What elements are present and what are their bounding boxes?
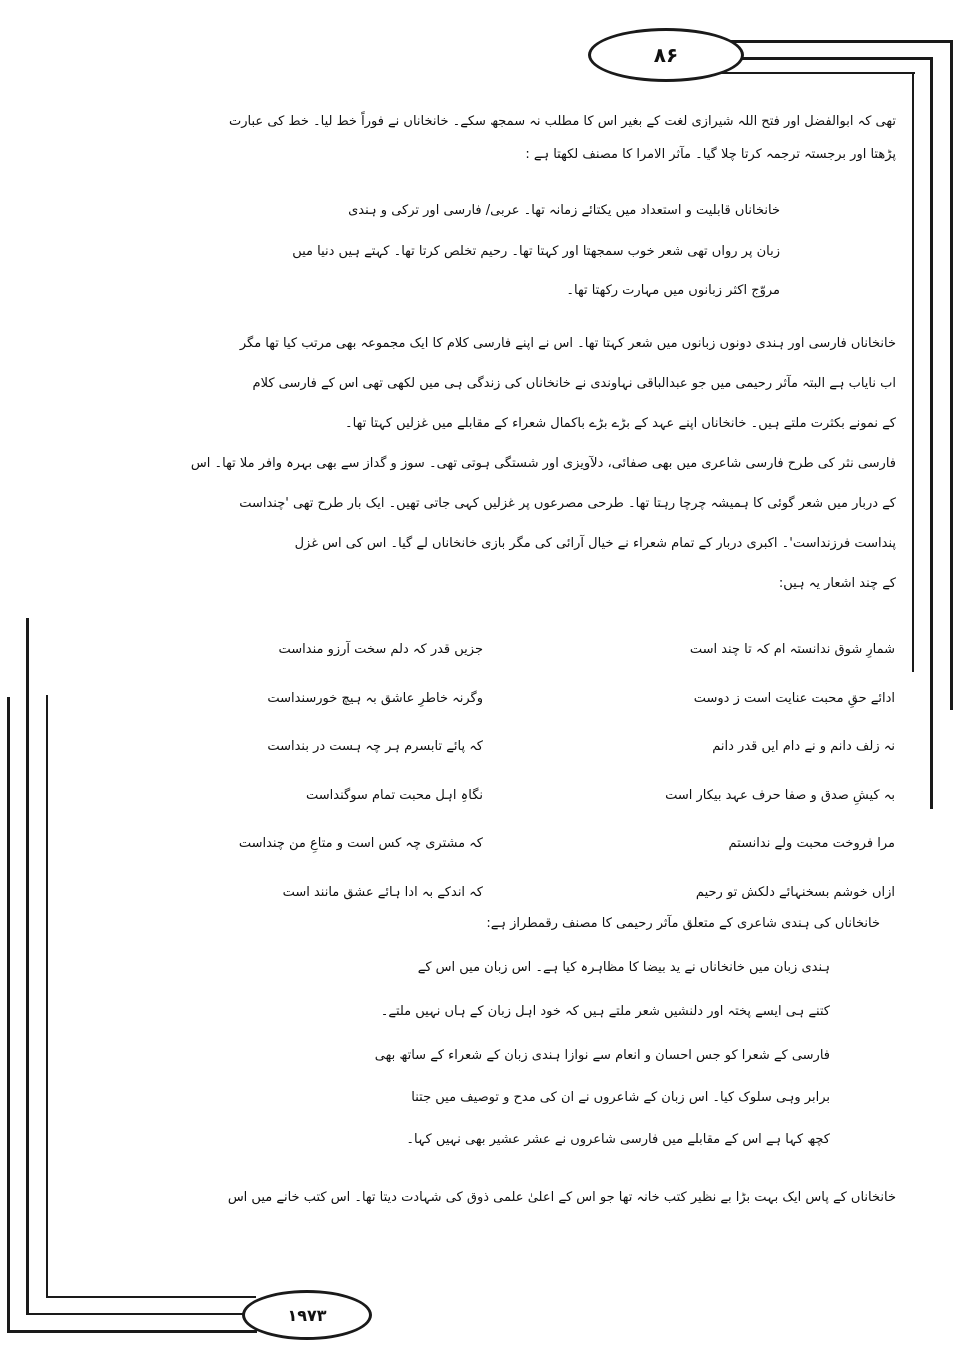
frame-line-middle-left (26, 618, 29, 1315)
text-line: خانخاناں فارسی اور ہندی دونوں زبانوں میں شعر کہتا تھا۔ اس نے اپنے فارسی کلام کا ایک مجموعہ بھی مرتب کیا تھا مگر (239, 336, 896, 351)
text-line: کے چند اشعار یہ ہیں: (778, 576, 896, 591)
verse-first-hemistich: ازاں خوشم بسخنہائے دلکش تو رحیم (695, 884, 895, 900)
text-line: پنداست فرزنداست'۔ اکبری دربار کے تمام شعراء نے خیال آرائی کی مگر بازی خانخاناں لے گیا۔ اس کی اس غزل (294, 536, 896, 551)
verse-first-hemistich: ادائے حقِ محبت عنایت است ز دوست (693, 690, 895, 706)
paragraph-4 (60, 1188, 896, 1207)
frame-line-outer-bottom (7, 1330, 257, 1333)
quote-line: زبان پر رواں تھی شعر خوب سمجھتا اور کہتا تھا۔ رحیم تخلص کرتا تھا۔ کہتے ہیں دنیا میں (292, 244, 780, 259)
text-line: کے دربار میں شعر گوئی کا ہمیشہ چرچا رہتا تھا۔ طرحی مصرعوں پر غزلیں کہی جاتی تھیں۔ ایک بار طرح تھی 'چنداست (239, 496, 896, 511)
verse-couplet (95, 689, 895, 708)
text-line: فارسی نثر کی طرح فارسی شاعری میں بھی صفائی، دلآویزی اور شستگی ہوتی تھی۔ سوز و گداز سے بھی بہرہ وافر ملا تھا۔ اس (190, 456, 896, 471)
verse-second-hemistich: جزیں قدر کہ دلم سخت آرزو منداست (278, 642, 483, 657)
verse-first-hemistich: مرا فروخت محبت ولے ندانستم (728, 836, 895, 852)
text-line: پڑھتا اور برجستہ ترجمہ کرتا چلا گیا۔ مآثر الامرا کا مصنف لکھتا ہے : (525, 147, 896, 162)
block-quote-1 (190, 200, 780, 301)
verse-couplet (95, 737, 895, 756)
text-line: تھی کہ ابوالفضل اور فتح اللہ شیرازی لغت کے بغیر اس کا مطلب نہ سمجھ سکے۔ خانخاناں نے فوراً خط لیا۔ خط کی عبارت (229, 114, 896, 129)
verse-second-hemistich: نگاہِ اہل محبت تمام سوگنداست (306, 787, 483, 803)
verse-first-hemistich: بہ کیشِ صدق و صفا حرف عہد بیکار است (665, 787, 895, 803)
text-line: خانخاناں کے پاس ایک بہت بڑا بے نظیر کتب خانہ تھا جو اس کے اعلیٰ علمی ذوق کی شہادت دیتا تھا۔ اس کتب خانے میں اس (227, 1190, 896, 1205)
frame-line-middle-top (715, 57, 932, 60)
verse-couplet (95, 786, 895, 805)
page-number: ۸۶ (653, 43, 679, 67)
quote-line: فارسی کے شعرا کو جس احسان و انعام سے نوازا ہندی زبان کے شعراء کے ساتھ بھی (374, 1048, 830, 1063)
verse-second-hemistich: کہ پائے تابسرم ہر چہ ہست در بنداست (267, 739, 483, 755)
paragraph-1 (60, 112, 896, 164)
frame-line-outer-right (950, 40, 953, 710)
page-number-badge (588, 28, 744, 82)
block-quote-2 (180, 958, 830, 1150)
text-line: کے نمونے بکثرت ملتے ہیں۔ خانخاناں اپنے عہد کے بڑے بڑے باکمال شعراء کے مقابلے میں غزلیں کہتا تھا۔ (345, 416, 896, 431)
frame-line-outer-left (7, 697, 10, 1331)
quote-line: خانخاناں قابلیت و استعداد میں یکتائے زمانہ تھا۔ عربی/ فارسی اور ترکی و ہندی (348, 203, 780, 218)
paragraph-2 (60, 334, 896, 593)
verse-couplet (95, 883, 895, 902)
frame-line-outer-top (715, 40, 951, 43)
frame-line-inner-bottom (46, 1296, 256, 1298)
text-line: اب نایاب ہے البتہ مآثر رحیمی میں جو عبدالباقی نہاوندی نے خانخاناں کی زندگی ہی میں لکھی تھی اس کے فارسی کلام (252, 376, 896, 391)
frame-line-inner-top (712, 72, 915, 74)
text-line: خانخاناں کی ہندی شاعری کے متعلق مآثر رحیمی کا مصنف رقمطراز ہے: (486, 916, 880, 931)
verse-couplet (95, 640, 895, 659)
verse-couplet (95, 834, 895, 853)
verse-first-hemistich: شمارِ شوق ندانستہ ام کہ تا چند است (689, 642, 895, 657)
quote-line: برابر وہی سلوک کیا۔ اس زبان کے شاعروں نے ان کی مدح و توصیف میں جتنا (411, 1090, 830, 1105)
ghazal-verses (95, 640, 895, 902)
quote-line: مروّج اکثر زبانوں میں مہارت رکھتا تھا۔ (566, 283, 780, 298)
quote-line: ہندی زبان میں خانخاناں نے ید بیضا کا مظاہرہ کیا ہے۔ اس زبان میں اس کے (417, 960, 830, 975)
verse-first-hemistich: نہ زلف دانم و نے دام ایں قدر دانم (712, 739, 895, 755)
footer-number-badge (242, 1290, 372, 1340)
verse-second-hemistich: کہ مشتری چہ کس است و متاعِ من چنداست (238, 836, 483, 852)
frame-line-inner-left (46, 695, 48, 1298)
frame-line-middle-right (930, 57, 933, 809)
verse-second-hemistich: کہ اندکے بہ ادا ہائے عشق مانند است (282, 884, 483, 900)
frame-line-middle-bottom (26, 1313, 246, 1315)
quote-line: کتنے ہی ایسے پختہ اور دلنشیں شعر ملتے ہیں کہ خود اہل زبان کے ہاں نہیں ملتے۔ (380, 1004, 830, 1019)
paragraph-3 (180, 914, 880, 933)
verse-second-hemistich: وگرنہ خاطرِ عاشق بہ ہیچ خورسنداست (267, 690, 483, 706)
frame-line-inner-right (912, 72, 914, 672)
quote-line: کچھ کہا ہے اس کے مقابلے میں فارسی شاعروں نے عشر عشیر بھی نہیں کہا۔ (406, 1132, 830, 1147)
footer-number: ۱۹۷۳ (287, 1305, 327, 1325)
